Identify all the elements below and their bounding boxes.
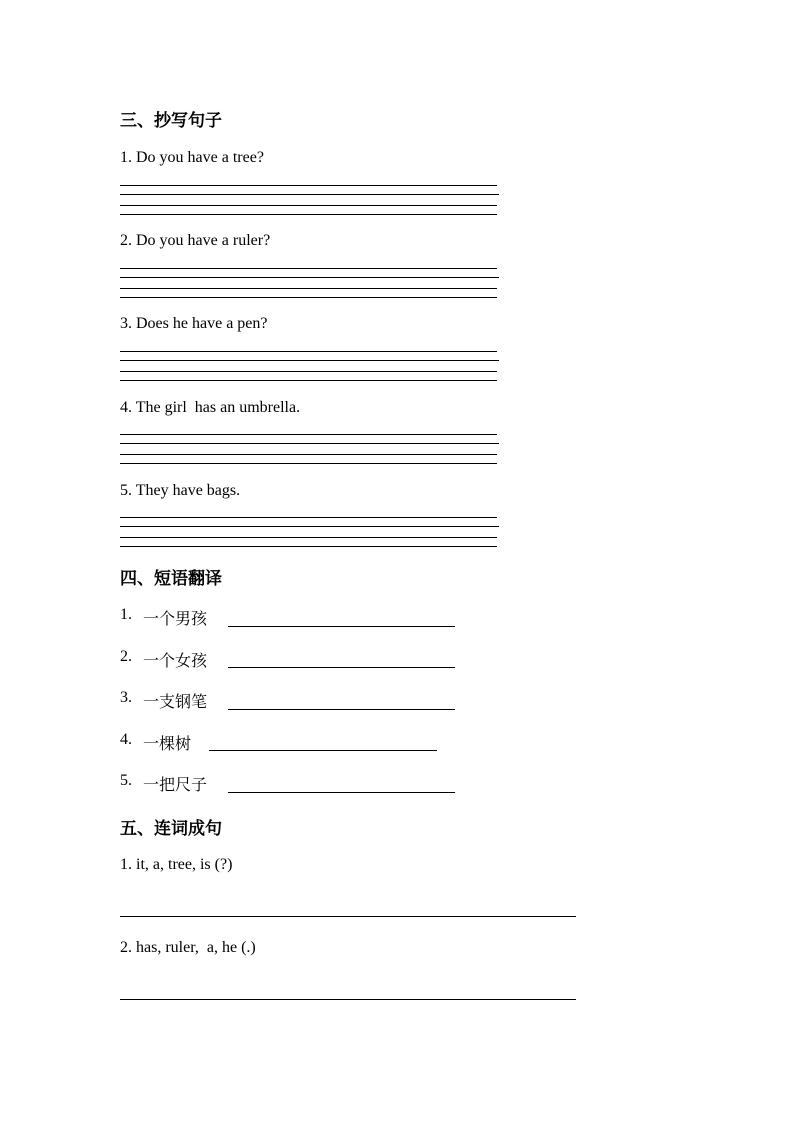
copy-sentence-1: 1. Do you have a tree?: [120, 149, 264, 166]
answer-blank-5[interactable]: [228, 792, 455, 793]
phrase-text-3: 一支钢笔: [143, 694, 208, 711]
word-order-prompt-2: 2. has, ruler, a, he (.): [120, 939, 256, 956]
answer-blank-2[interactable]: [228, 667, 455, 668]
copy-sentence-5: 5. They have bags.: [120, 482, 241, 499]
phrase-text-1: 一个男孩: [143, 611, 208, 628]
sentence-answer-line-1[interactable]: [120, 916, 576, 917]
answer-blank-3[interactable]: [228, 709, 455, 710]
copy-sentence-2: 2. Do you have a ruler?: [120, 232, 271, 249]
answer-blank-4[interactable]: [209, 750, 437, 751]
phrase-number-4: 4.: [120, 731, 132, 748]
sentence-answer-line-2[interactable]: [120, 999, 576, 1000]
word-order-prompt-1: 1. it, a, tree, is (?): [120, 856, 233, 873]
phrase-text-5: 一把尺子: [143, 777, 208, 794]
section-heading-phrase-translation: 四、短语翻译: [120, 569, 222, 588]
section-heading-copy-sentences: 三、抄写句子: [120, 111, 222, 130]
phrase-number-2: 2.: [120, 648, 132, 665]
copy-sentence-4: 4. The girl has an umbrella.: [120, 399, 301, 416]
phrase-text-2: 一个女孩: [143, 653, 208, 670]
phrase-number-1: 1.: [120, 606, 132, 623]
answer-blank-1[interactable]: [228, 626, 455, 627]
phrase-number-5: 5.: [120, 772, 132, 789]
section-heading-word-ordering: 五、连词成句: [120, 819, 222, 838]
copy-sentence-3: 3. Does he have a pen?: [120, 315, 268, 332]
phrase-text-4: 一棵树: [143, 736, 192, 753]
phrase-number-3: 3.: [120, 689, 132, 706]
